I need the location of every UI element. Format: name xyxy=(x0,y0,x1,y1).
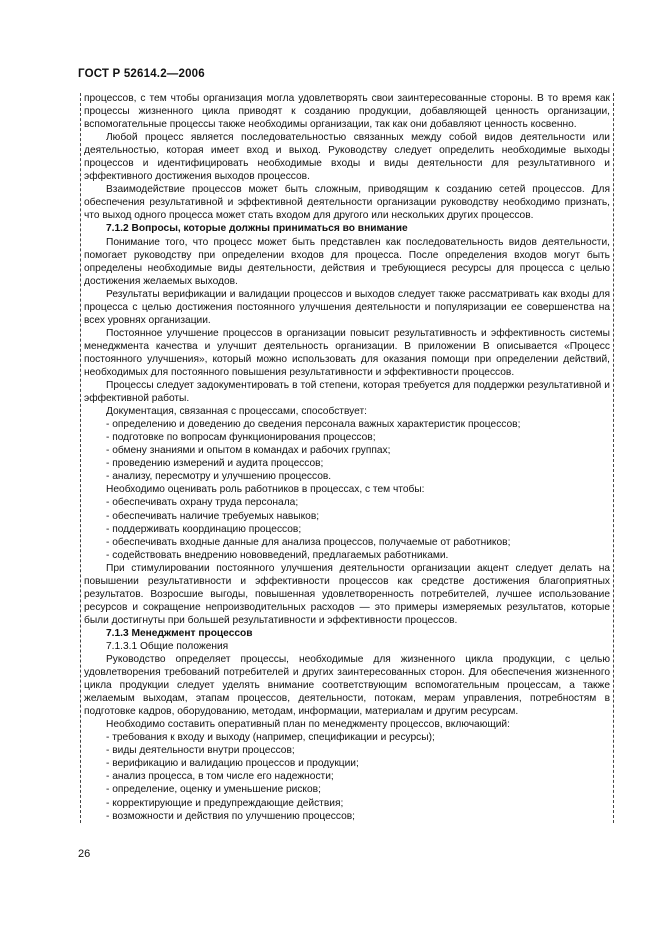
paragraph: Понимание того, что процесс может быть представлен как последовательность видов деятельности, помогает руководству при определении входов для процесса. После определения входов могут быть определены необходимые виды деятельности, действия и требующиеся ресурсы для процесса с целью достижения желаемых выходов. xyxy=(84,236,610,287)
paragraph: Результаты верификации и валидации процессов и выходов следует также рассматривать как входы для процесса с целью достижения постоянного улучшения деятельности и популяризации ее совершенства на всех уровнях организации. xyxy=(84,288,610,326)
section-heading: 7.1.3 Менеджмент процессов xyxy=(106,627,253,639)
list-item: - анализ процесса, в том числе его надежности; xyxy=(106,771,334,783)
list-item: - обеспечивать охрану труда персонала; xyxy=(106,497,299,509)
list-item: - поддерживать координацию процессов; xyxy=(106,523,302,535)
paragraph: Руководство определяет процессы, необходимые для жизненного цикла продукции, с целью удовлетворения требований потребителей и других заинтересованных сторон. Для обеспечения жизненного цикла продукции следует уделять внимание соответствующим вспомогательным процессам, а также желаемым выходам, этапам процессов, деятельности, потокам, мерам управления, потребностям в подготовке кадров, оборудованию, методам, информации, материалам и другим ресурсам. xyxy=(84,654,610,718)
document-header: ГОСТ Р 52614.2—2006 xyxy=(78,68,205,80)
paragraph: Необходимо оценивать роль работников в процессах, с тем чтобы: xyxy=(106,484,425,496)
list-item: - обеспечивать наличие требуемых навыков; xyxy=(106,510,320,522)
paragraph: Документация, связанная с процессами, способствует: xyxy=(106,406,367,418)
list-item: - подготовке по вопросам функционирования процессов; xyxy=(106,432,376,444)
list-item: - обмену знаниями и опытом в командах и рабочих группах; xyxy=(106,445,391,457)
right-change-bar xyxy=(613,93,614,823)
subsection-heading: 7.1.3.1 Общие положения xyxy=(106,640,229,652)
list-item: - анализу, пересмотру и улучшению процессов. xyxy=(106,471,332,483)
section-heading: 7.1.2 Вопросы, которые должны приниматься во внимание xyxy=(106,223,408,235)
page-number: 26 xyxy=(78,848,91,860)
paragraph: Процессы следует задокументировать в той степени, которая требуется для поддержки результативной и эффективной работы. xyxy=(84,380,610,405)
list-item: - возможности и действия по улучшению процессов; xyxy=(106,810,356,822)
paragraph: Любой процесс является последовательностью связанных между собой видов деятельности или деятельностью, которая имеет вход и выход. Руководству следует определить необходимые выходы процессов и идентифицировать необходимые входы и виды деятельности для результативного и эффективного достижения выходов процессов. xyxy=(84,132,610,183)
list-item: - определение, оценку и уменьшение рисков; xyxy=(106,784,321,796)
paragraph: Постоянное улучшение процессов в организации повысит результативность и эффективность системы менеджмента качества и улучшит деятельность организации. В приложении В описывается «Процесс постоянного улучшения», который можно использовать для оказания помощи при определении действий, необходимых для постоянного повышения результативности и эффективности процессов. xyxy=(84,327,610,378)
document-body xyxy=(84,92,610,823)
paragraph: При стимулировании постоянного улучшения деятельности организации акцент следует делать на повышении результативности и эффективности процессов как средстве достижения благоприятных результатов. Возросшие выгоды, повышенная удовлетворенность потребителей, лучшее использование ресурсов и сокращение непроизводительных расходов — это примеры измеряемых результатов, которые были достигнуты при большей результативности и эффективности процессов. xyxy=(84,562,610,626)
list-item: - содействовать внедрению нововведений, предлагаемых работниками. xyxy=(106,549,449,561)
list-item: - корректирующие и предупреждающие действия; xyxy=(106,797,344,809)
paragraph: процессов, с тем чтобы организация могла удовлетворять свои заинтересованные стороны. В то время как процессы жизненного цикла приводят к созданию продукции, добавляющей ценность организации, вспомогательные процессы также необходимы организации, так как они добавляют ценность косвенно. xyxy=(84,93,610,131)
list-item: - определению и доведению до сведения персонала важных характеристик процессов; xyxy=(106,419,521,431)
list-item: - верификацию и валидацию процессов и продукции; xyxy=(106,758,359,770)
list-item: - проведению измерений и аудита процессов; xyxy=(106,458,324,470)
list-item: - виды деятельности внутри процессов; xyxy=(106,745,295,757)
left-change-bar xyxy=(80,93,81,823)
paragraph: Необходимо составить оперативный план по менеджменту процессов, включающий: xyxy=(106,719,510,731)
paragraph: Взаимодействие процессов может быть сложным, приводящим к созданию сетей процессов. Для обеспечения результативной и эффективной деятельности организации руководству необходимо признать, что выход одного процесса может стать входом для другого или нескольких других процессов. xyxy=(84,184,610,222)
list-item: - обеспечивать входные данные для анализа процессов, получаемые от работников; xyxy=(106,536,511,548)
list-item: - требования к входу и выходу (например, спецификации и ресурсы); xyxy=(106,732,435,744)
